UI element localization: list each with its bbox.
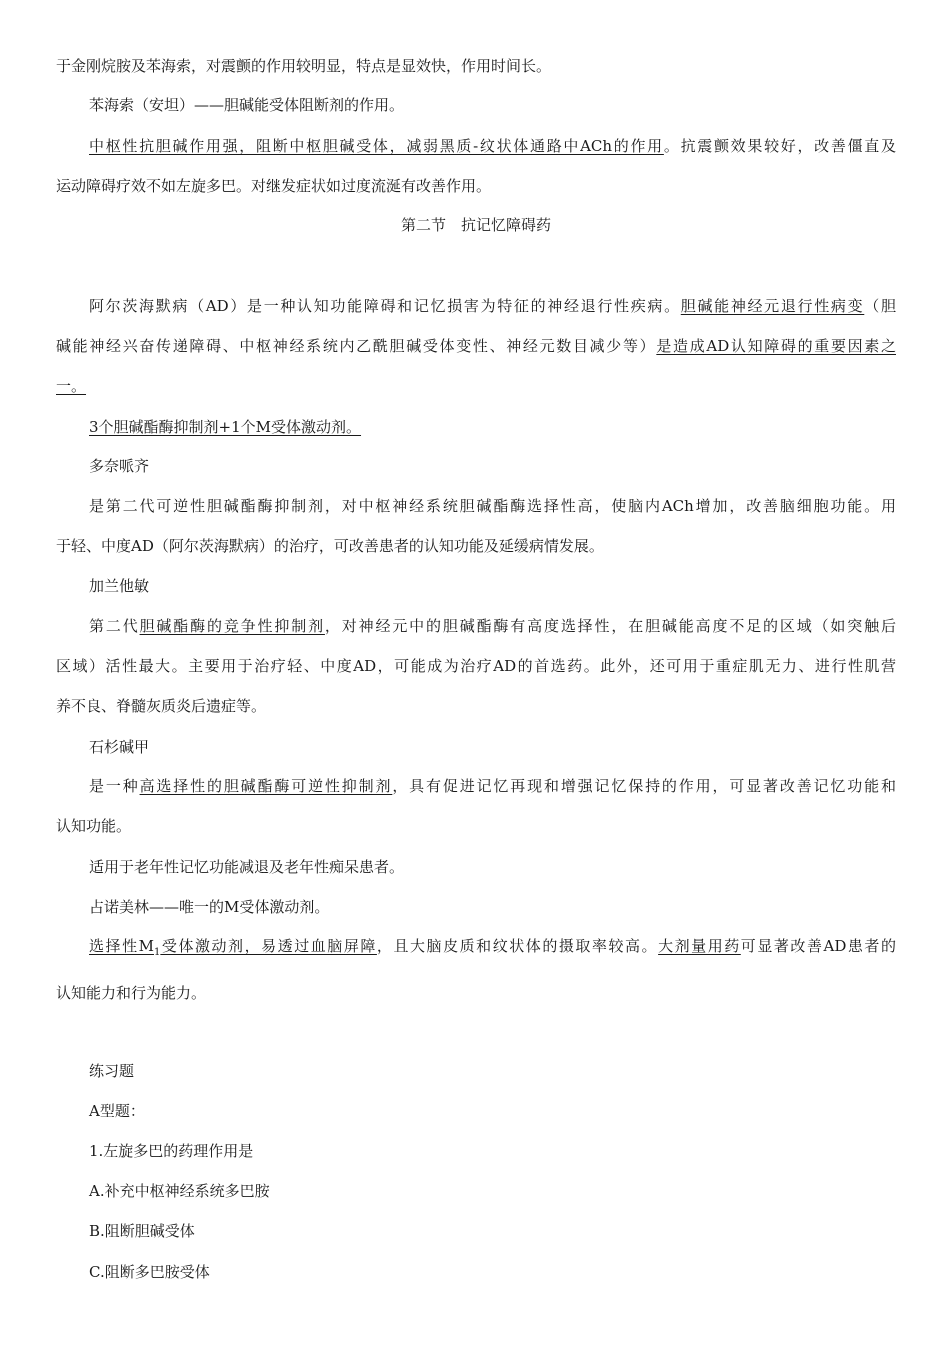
- paragraph-continued: 认知能力和行为能力。: [56, 984, 207, 1002]
- paragraph-continued: 碱能神经兴奋传递障碍、中枢神经系统内乙酰胆碱受体变性、神经元数目减少等）是造成AD认知障碍的重要因素之: [56, 337, 896, 355]
- question-type-label: A型题：: [89, 1102, 145, 1120]
- paragraph-continued: 区域）活性最大。主要用于治疗轻、中度AD，可能成为治疗AD的首选药。此外，还可用于重症肌无力、进行性肌营: [56, 657, 896, 675]
- underlined-text: 胆碱能神经元退行性病变: [680, 297, 865, 315]
- underlined-text: 3个胆碱酯酶抑制剂+1个M受体激动剂。: [89, 418, 362, 436]
- paragraph-continued: [56, 376, 86, 396]
- paragraph-continued: 于轻、中度AD（阿尔茨海默病）的治疗，可改善患者的认知功能及延缓病情发展。: [56, 537, 604, 555]
- underlined-text: 大剂量用药: [658, 937, 741, 955]
- underlined-text: 是造成AD认知障碍的重要因素之: [656, 337, 896, 355]
- paragraph: 是一种高选择性的胆碱酯酶可逆性抑制剂，具有促进记忆再现和增强记忆保持的作用，可显著改善记忆功能和: [89, 777, 896, 795]
- paragraph: 第二代胆碱酯酶的竞争性抑制剂，对神经元中的胆碱酯酶有高度选择性，在胆碱能高度不足的区域（如突触后: [89, 617, 896, 635]
- drug-heading-huperzine: 石杉碱甲: [89, 738, 150, 756]
- drug-heading-xanomeline: 占诺美林——唯一的M受体激动剂。: [89, 898, 330, 916]
- summary-line: [89, 417, 361, 437]
- option-b: B.阻断胆碱受体: [89, 1222, 195, 1240]
- option-c: C.阻断多巴胺受体: [89, 1263, 210, 1281]
- paragraph: 适用于老年性记忆功能减退及老年性痴呆患者。: [89, 858, 405, 876]
- exercise-title: 练习题: [89, 1062, 135, 1080]
- section-title: 第二节 抗记忆障碍药: [400, 216, 551, 234]
- underlined-text: 选择性$M_1$受体激动剂，易透过血脑屏障: [89, 937, 377, 958]
- paragraph-continued: 认知功能。: [56, 817, 132, 835]
- underlined-text: 中枢性抗胆碱作用强，阻断中枢胆碱受体，减弱黑质-纹状体通路中ACh的作用: [89, 137, 664, 155]
- underlined-text: 胆碱酯酶的竞争性抑制剂: [139, 617, 325, 635]
- underlined-text: 高选择性的胆碱酯酶可逆性抑制剂: [139, 777, 393, 795]
- paragraph-continued: 养不良、脊髓灰质炎后遗症等。: [56, 697, 267, 715]
- paragraph: 选择性$M_1$受体激动剂，易透过血脑屏障，且大脑皮质和纹状体的摄取率较高。大剂量用药可显著改善AD患者的: [89, 937, 896, 958]
- question-stem: 1.左旋多巴的药理作用是: [89, 1142, 254, 1160]
- paragraph: 于金刚烷胺及苯海索，对震颤的作用较明显，特点是显效快，作用时间长。: [56, 57, 552, 75]
- underlined-text: 一。: [56, 377, 87, 395]
- paragraph: 是第二代可逆性胆碱酯酶抑制剂，对中枢神经系统胆碱酯酶选择性高，使脑内ACh增加，改善脑细胞功能。用: [89, 497, 896, 515]
- drug-heading-benzhexol: 苯海索（安坦）——胆碱能受体阻断剂的作用。: [89, 96, 405, 114]
- paragraph-continued: 运动障碍疗效不如左旋多巴。对继发症状如过度流涎有改善作用。: [56, 177, 492, 195]
- paragraph: 中枢性抗胆碱作用强，阻断中枢胆碱受体，减弱黑质-纹状体通路中ACh的作用。抗震颤效果较好，改善僵直及: [89, 137, 896, 155]
- drug-heading-donepezil: 多奈哌齐: [89, 457, 150, 475]
- option-a: A.补充中枢神经系统多巴胺: [89, 1182, 270, 1200]
- drug-heading-galantamine: 加兰他敏: [89, 577, 150, 595]
- paragraph: 阿尔茨海默病（AD）是一种认知功能障碍和记忆损害为特征的神经退行性疾病。胆碱能神经元退行性病变（胆: [89, 297, 896, 315]
